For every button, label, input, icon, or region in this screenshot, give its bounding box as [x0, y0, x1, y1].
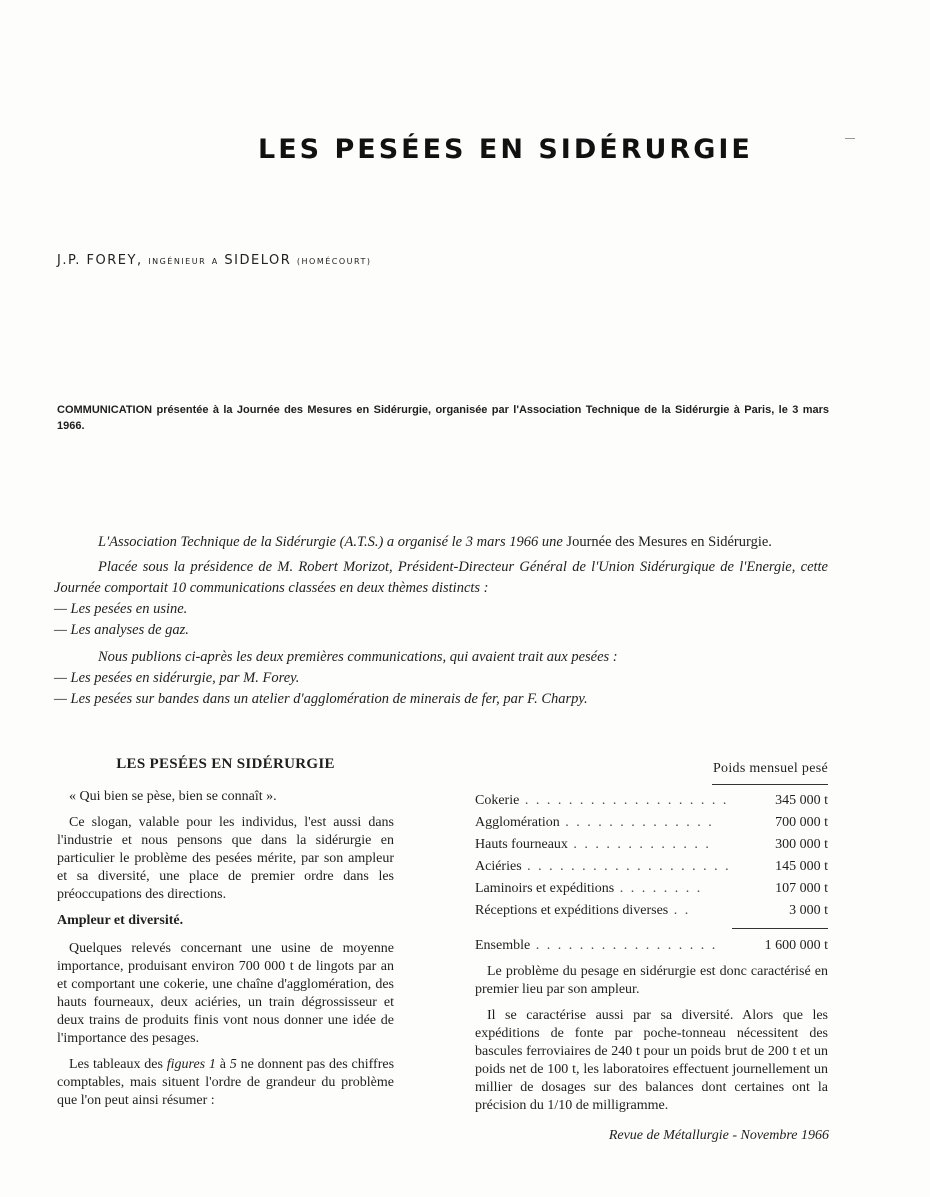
table-row — [475, 856, 828, 878]
intro-paragraph-3: Nous publions ci-après les deux premières communications, qui avaient trait aux pesées : — [98, 649, 618, 665]
table-row-value: 345 000 t — [775, 793, 828, 808]
table-row — [475, 834, 828, 856]
journal-footer: Revue de Métallurgie - Novembre 1966 — [608, 1128, 829, 1143]
communication-text: présentée à la Journée des Mesures en Sidérurgie, organisée par l'Association Technique de la Sidérurgie à Paris, le 3 mars 1966. — [57, 404, 829, 432]
right-paragraph-1: Le problème du pesage en sidérurgie est donc caractérisé en premier lieu par son ampleur. — [475, 964, 828, 997]
text-run: ne donnent pas des chiffres comptables, mais situent l'ordre de grandeur du problème que l'on peut ainsi résumer : — [57, 1057, 395, 1108]
margin-mark — [845, 138, 855, 139]
row-label-text: Laminoirs et expéditions — [475, 881, 615, 896]
table-row — [475, 878, 828, 900]
leader-dots: . . . . . . . . . . . . . . . . . . . — [521, 859, 731, 874]
table-total-value: 1 600 000 t — [764, 938, 828, 953]
table-row-value: 107 000 t — [775, 881, 828, 896]
author-role: INGÉNIEUR — [148, 257, 207, 266]
table-total-label — [475, 937, 733, 955]
author-location: (HOMÉCOURT) — [296, 257, 372, 266]
table-row-value: 300 000 t — [775, 837, 828, 852]
intro-p1-roman: Journée des Mesures en Sidérurgie. — [562, 534, 772, 550]
table-rule-total — [732, 928, 828, 929]
table-row-value: 3 000 t — [789, 903, 828, 918]
intro-list-item: — Les pesées en sidérurgie, par M. Forey. — [54, 670, 300, 686]
leader-dots: . . . . . . . . . . . . . — [567, 837, 711, 852]
left-paragraph-1: Ce slogan, valable pour les individus, l'est aussi dans l'industrie et nous pensons que dans la sidérurgie en particulier le problème des pesées mérite, par son ampleur et sa diversité, une place de premier ordre dans les préoccupations des directions. — [57, 815, 394, 902]
left-paragraph-3 — [57, 1056, 394, 1110]
row-label-text: Hauts fourneaux — [475, 837, 568, 852]
table-row-label — [475, 902, 733, 920]
weight-table — [475, 790, 828, 922]
table-row-label — [475, 814, 733, 832]
left-paragraph-2: Quelques relevés concernant une usine de moyenne importance, produisant environ 700 000 t de lingots par an et comportant une cokerie, une chaîne d'agglomération, des hauts fourneaux, deux aciéries, un train dégrossisseur et deux trains de produits finis vont nous donner une idée de l'importance des pesages. — [57, 941, 394, 1046]
introduction — [54, 532, 828, 710]
author-name: J.P. FOREY, — [57, 253, 143, 268]
table-row — [475, 790, 828, 812]
row-label-text: Réceptions et expéditions diverses — [475, 903, 669, 918]
leader-dots: . . . . . . . . . . . . . . — [559, 815, 714, 830]
total-label-text: Ensemble — [475, 938, 531, 953]
left-column — [57, 755, 394, 1118]
leader-dots: . . — [668, 903, 691, 918]
quote: « Qui bien se pèse, bien se connaît ». — [69, 789, 277, 804]
table-row-value: 700 000 t — [775, 815, 828, 830]
intro-list-item: — Les pesées sur bandes dans un atelier d'agglomération de minerais de fer, par F. Charpy. — [54, 691, 588, 707]
author-line — [57, 253, 372, 268]
table-row-label — [475, 858, 733, 876]
leader-dots: . . . . . . . . — [614, 881, 703, 896]
table-row-value: 145 000 t — [775, 859, 828, 874]
row-label-text: Cokerie — [475, 793, 520, 808]
table-row — [475, 900, 828, 922]
table-row-label — [475, 880, 733, 898]
intro-p1-italic: L'Association Technique de la Sidérurgie (A.T.S.) a organisé le 3 mars 1966 une — [98, 534, 563, 550]
intro-list-item: — Les pesées en usine. — [54, 601, 188, 617]
table-total-row — [475, 935, 828, 957]
communication-lead: COMMUNICATION — [57, 404, 153, 416]
text-run: à — [215, 1057, 230, 1072]
table-row-label — [475, 836, 733, 854]
leader-dots: . . . . . . . . . . . . . . . . . . . — [519, 793, 729, 808]
figure-ref: 5 — [229, 1057, 237, 1072]
row-label-text: Aciéries — [475, 859, 522, 874]
author-company: SIDELOR — [224, 253, 292, 268]
author-at: A — [211, 257, 219, 266]
intro-list-item: — Les analyses de gaz. — [54, 622, 189, 638]
table-row-label — [475, 792, 733, 810]
table-header: Poids mensuel pesé — [712, 761, 828, 776]
right-column — [475, 760, 828, 1123]
figure-ref: figures 1 — [166, 1057, 216, 1072]
right-paragraph-2: Il se caractérise aussi par sa diversité. Alors que les expéditions de fonte par poche-tonneau nécessitent des bascules ferroviaires de 240 t pour un poids brut de 200 t et un poids net de 100 t, les laboratoires effectuent journellement un millier de dosages sur des balances dont certaines ont la précision du 1/10 de milligramme. — [475, 1008, 828, 1113]
page-title: LES PESÉES EN SIDÉRURGIE — [258, 134, 753, 165]
section-title: LES PESÉES EN SIDÉRURGIE — [116, 756, 335, 772]
communication-note — [57, 402, 829, 434]
text-run: Les tableaux des — [69, 1057, 167, 1072]
table-row — [475, 812, 828, 834]
intro-paragraph-1 — [54, 532, 828, 553]
subsection-title: Ampleur et diversité. — [57, 913, 184, 928]
intro-paragraph-2: Placée sous la présidence de M. Robert Morizot, Président-Directeur Général de l'Union Sidérurgique de l'Energie, cette Journée comportait 10 communications classées en deux thèmes distincts : — [54, 559, 828, 596]
row-label-text: Agglomération — [475, 815, 560, 830]
table-rule-top — [712, 784, 828, 785]
leader-dots: . . . . . . . . . . . . . . . . . — [530, 938, 718, 953]
